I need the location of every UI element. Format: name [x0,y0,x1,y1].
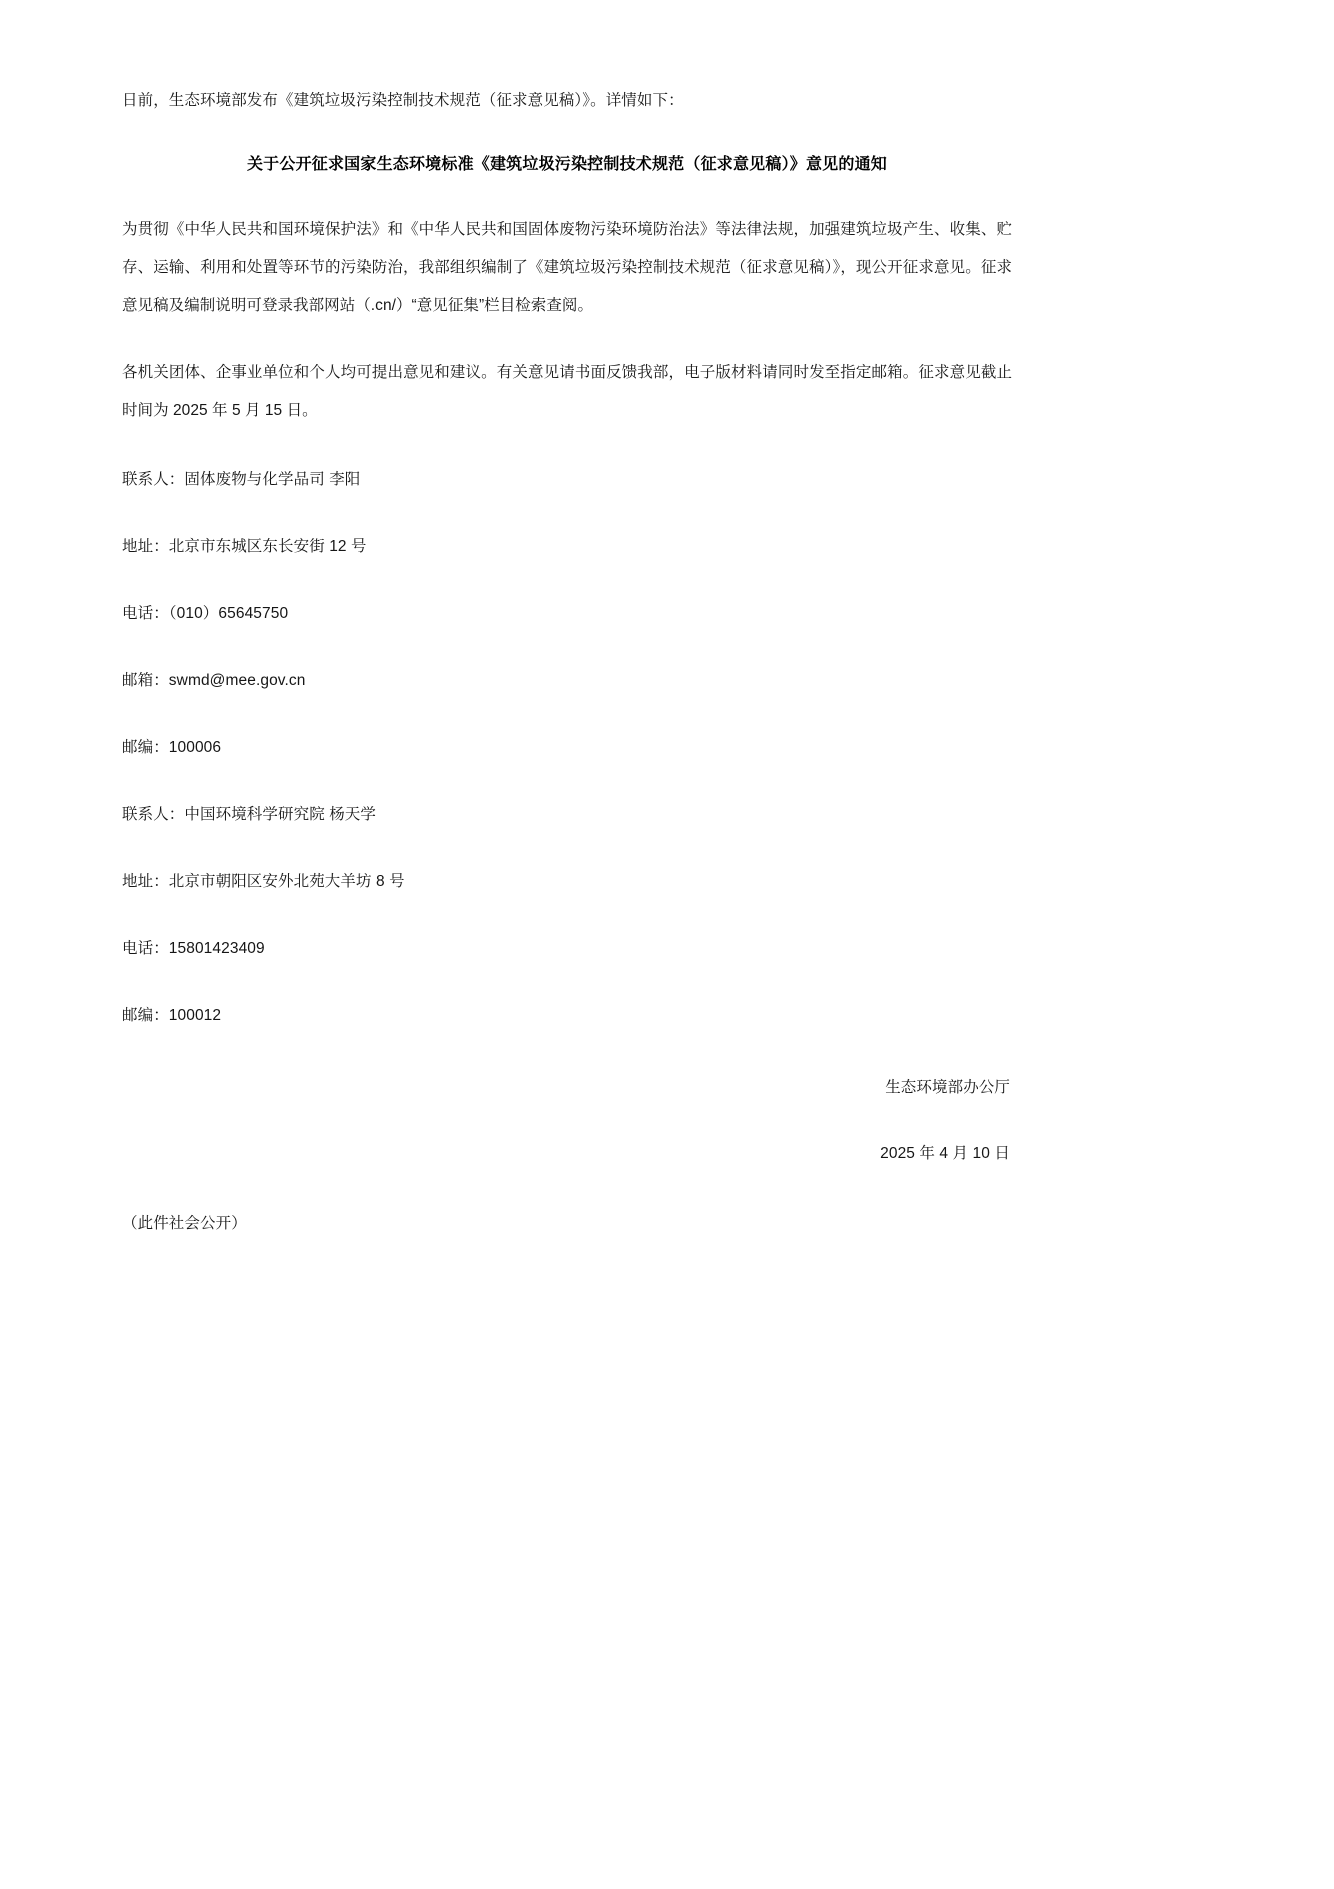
contact-block [122,429,1012,1027]
document-content [122,0,1012,1235]
signature-issuer: 生态环境部办公厅 [885,1078,1010,1096]
contact-email-1: 邮箱：swmd@mee.gov.cn [122,672,306,690]
body-paragraph-1: 为贯彻《中华人民共和国环境保护法》和《中华人民共和国固体废物污染环境防治法》等法律法规，加强建筑垃圾产生、收集、贮存、运输、利用和处置等环节的污染防治，我部组织编制了《建筑垃圾污染控制技术规范（征求意见稿）》，现公开征求意见。征求意见稿及编制说明可登录我部网站（.cn/）“意见征集”栏目检索查阅。 [122,220,1012,314]
contact-person-1: 联系人：固体废物与化学品司 李阳 [122,471,361,489]
intro-paragraph: 日前，生态环境部发布《建筑垃圾污染控制技术规范（征求意见稿）》。详情如下： [122,92,684,109]
contact-person-2: 联系人：中国环境科学研究院 杨天学 [122,806,377,824]
page-title: 关于公开征求国家生态环境标准《建筑垃圾污染控制技术规范（征求意见稿）》意见的通知 [246,156,887,174]
contact-postcode-1: 邮编：100006 [122,739,222,757]
contact-postcode-2: 邮编：100012 [122,1007,222,1025]
body-paragraph-2: 各机关团体、企事业单位和个人均可提出意见和建议。有关意见请书面反馈我部，电子版材料请同时发至指定邮箱。征求意见截止时间为 2025 年 5 月 15 日。 [122,363,1012,419]
footer-note: （此件社会公开） [122,1214,247,1232]
contact-phone-1: 电话：（010）65645750 [122,605,289,623]
contact-address-1: 地址：北京市东城区东长安街 12 号 [122,538,367,556]
signature-date: 2025 年 4 月 10 日 [880,1145,1010,1163]
signature-block [122,1028,1012,1166]
contact-address-2: 地址：北京市朝阳区安外北苑大羊坊 8 号 [122,873,405,891]
contact-phone-2: 电话：15801423409 [122,940,265,958]
